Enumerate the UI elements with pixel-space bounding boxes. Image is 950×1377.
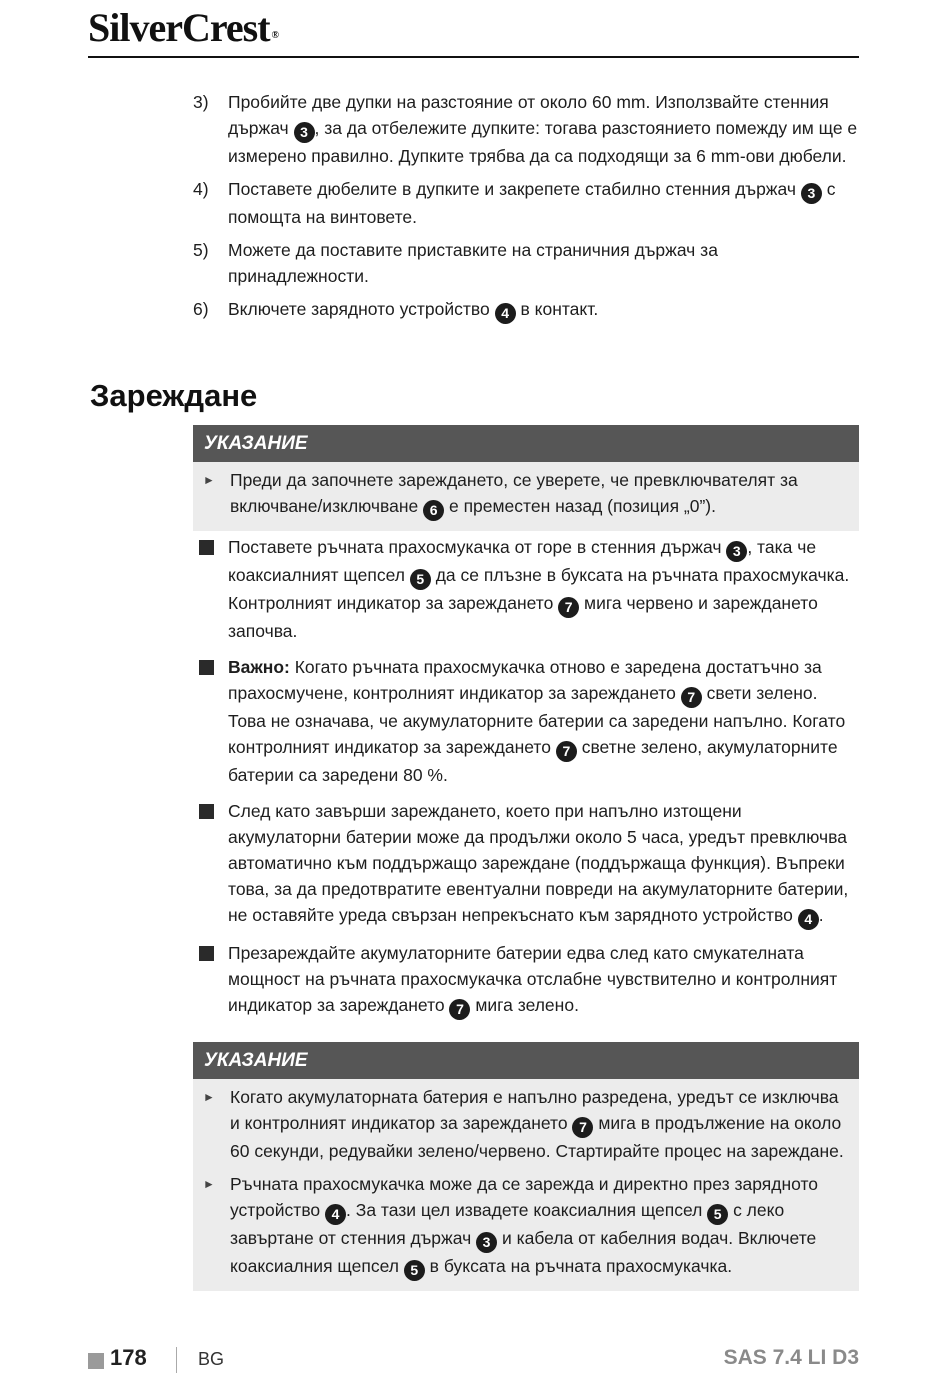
numbered-step xyxy=(193,237,859,289)
note-box-1 xyxy=(193,425,859,531)
step-text xyxy=(228,179,835,227)
step-number: 5) xyxy=(193,240,209,260)
part-ref-number-icon: 7 xyxy=(556,741,577,762)
text-run: с помощта на винтовете. xyxy=(228,179,836,227)
text-run: в буксата на ръчната прахосмукачка. xyxy=(424,1256,733,1276)
bullet-item xyxy=(199,798,859,930)
part-ref-number-icon: 3 xyxy=(476,1232,497,1253)
model-number: SAS 7.4 LI D3 xyxy=(723,1346,859,1369)
step-number: 4) xyxy=(193,179,209,199)
note-text xyxy=(230,1087,844,1161)
part-ref-number-icon: 3 xyxy=(294,122,315,143)
text-run: и кабела от кабелния водач. Включете коаксиалния щепсел xyxy=(230,1228,817,1276)
installation-steps xyxy=(193,89,859,331)
part-ref-number-icon: 7 xyxy=(449,999,470,1020)
text-run: е преместен назад (позиция „0”). xyxy=(444,496,716,516)
part-ref-number-icon: 4 xyxy=(798,909,819,930)
text-run: , така че коаксиалният щепсел xyxy=(228,537,817,585)
page-number: 178 xyxy=(110,1345,147,1370)
step-number: 3) xyxy=(193,92,209,112)
text-run: мига зелено. xyxy=(470,995,579,1015)
text-run: , за да отбележите дупките: тогава разстоянието помежду им ще е измерено правилно. Дупките трябва да са подходящи за 6 mm-ови дюбели. xyxy=(228,118,858,166)
part-ref-number-icon: 5 xyxy=(410,569,431,590)
text-run: . За тази цел извадете коаксиалния щепсел xyxy=(346,1200,708,1220)
note-body xyxy=(193,1079,859,1291)
section-title: Зареждане xyxy=(90,378,258,413)
numbered-step xyxy=(193,89,859,169)
part-ref-number-icon: 7 xyxy=(558,597,579,618)
note-text xyxy=(230,1174,818,1276)
square-bullet-icon xyxy=(199,660,214,675)
part-ref-number-icon: 5 xyxy=(404,1260,425,1281)
part-ref-number-icon: 4 xyxy=(325,1204,346,1225)
note-item xyxy=(203,1171,847,1281)
bullet-text xyxy=(228,657,845,785)
footer-square-icon xyxy=(88,1353,104,1369)
arrow-bullet-icon: ► xyxy=(203,1177,215,1191)
part-ref-number-icon: 7 xyxy=(572,1117,593,1138)
text-run: Презареждайте акумулаторните батерии едва след като смукателната мощност на ръчната прахосмукачка отслабне чувствително и контролният индикатор за зареждането xyxy=(228,943,838,1015)
text-run: Поставете ръчната прахосмукачка от горе в стенния държач xyxy=(228,537,727,557)
page-footer xyxy=(88,1343,859,1377)
square-bullet-icon xyxy=(199,946,214,961)
registered-mark: ® xyxy=(271,30,279,41)
text-run: Поставете дюбелите в дупките и закрепете стабилно стенния държач xyxy=(228,179,801,199)
bullet-item xyxy=(199,654,859,788)
bullet-text xyxy=(228,801,848,925)
arrow-bullet-icon: ► xyxy=(203,1090,215,1104)
part-ref-number-icon: 5 xyxy=(707,1204,728,1225)
text-run: да се плъзне в буксата на ръчната прахосмукачка. Контролният индикатор за зареждането xyxy=(228,565,850,613)
part-ref-number-icon: 3 xyxy=(726,541,747,562)
text-run: мига червено и зареждането започва. xyxy=(228,593,818,641)
brand-name: SilverCrest xyxy=(88,5,270,50)
step-number: 6) xyxy=(193,299,209,319)
note-text xyxy=(230,470,798,516)
note-item xyxy=(203,1084,847,1164)
step-text xyxy=(228,299,598,319)
text-run: с леко завъртане от стенния държач xyxy=(230,1200,785,1248)
header-rule xyxy=(88,56,859,58)
step-text xyxy=(228,240,718,286)
text-run: Преди да започнете зареждането, се уверете, че превключвателят за включване/изключване xyxy=(230,470,798,516)
footer-divider xyxy=(176,1347,177,1373)
bullet-text xyxy=(228,943,837,1015)
arrow-bullet-icon: ► xyxy=(203,473,215,487)
language-code: BG xyxy=(198,1349,225,1369)
emphasis-text: Важно: xyxy=(228,657,290,677)
charging-instructions xyxy=(199,534,859,1030)
numbered-step xyxy=(193,296,859,324)
note-heading: УКАЗАНИЕ xyxy=(193,425,859,462)
text-run: Когато акумулаторната батерия е напълно разредена, уредът се изключва и контролният индикатор за зареждането xyxy=(230,1087,839,1133)
text-run: След като завърши зареждането, което при напълно изтощени акумулаторни батерии може да продължи около 5 часа, уредът превключва автоматично към поддържащо зареждане (поддържаща функция). Въпреки това, за да предотвратите евентуални повреди на акумулаторните батерии, не оставяйте уреда свързан непрекъснато към зарядното устройство xyxy=(228,801,849,925)
bullet-item xyxy=(199,534,859,644)
note-item xyxy=(203,467,847,521)
part-ref-number-icon: 7 xyxy=(681,687,702,708)
text-run: свети зелено. Това не означава, че акумулаторните батерии са заредени напълно. Когато контролният индикатор за зареждането xyxy=(228,683,846,757)
text-run: Включете зарядното устройство xyxy=(228,299,495,319)
text-run: в контакт. xyxy=(515,299,599,319)
square-bullet-icon xyxy=(199,804,214,819)
note-heading: УКАЗАНИЕ xyxy=(193,1042,859,1079)
text-run: Пробийте две дупки на разстояние от около 60 mm. Използвайте стенния държач xyxy=(228,92,829,138)
bullet-item xyxy=(199,940,859,1020)
step-text xyxy=(228,92,857,166)
numbered-step xyxy=(193,176,859,230)
part-ref-number-icon: 6 xyxy=(423,500,444,521)
text-run: Ръчната прахосмукачка може да се зарежда и директно през зарядното устройство xyxy=(230,1174,819,1220)
text-run: Когато ръчната прахосмукачка отново е заредена достатъчно за прахосмучене, контролният индикатор за зареждането xyxy=(228,657,822,703)
text-run: . xyxy=(818,905,824,925)
brand-logo xyxy=(88,6,278,50)
bullet-text xyxy=(228,537,849,641)
part-ref-number-icon: 3 xyxy=(801,183,822,204)
text-run: Можете да поставите приставките на страничния държач за принадлежности. xyxy=(228,240,718,286)
text-run: светне зелено, акумулаторните батерии са заредени 80 %. xyxy=(228,737,838,785)
square-bullet-icon xyxy=(199,540,214,555)
note-box-2 xyxy=(193,1042,859,1291)
text-run: мига в продължение на около 60 секунди, редувайки зелено/червено. Стартирайте процес на зареждане. xyxy=(230,1113,844,1161)
note-body xyxy=(193,462,859,531)
part-ref-number-icon: 4 xyxy=(495,303,516,324)
